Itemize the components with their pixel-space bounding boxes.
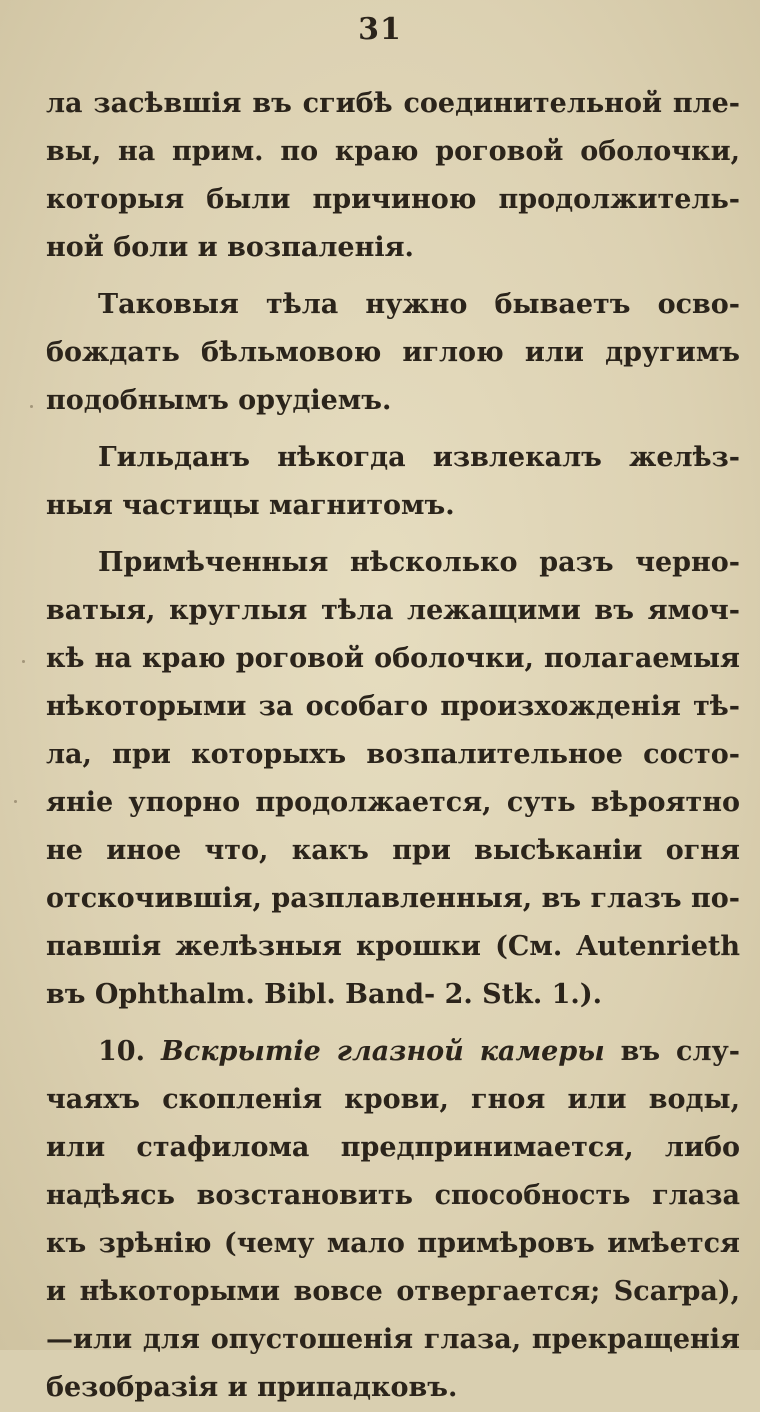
paragraph-3 [46, 434, 740, 530]
text-line: ла, при которыхъ возпалительное состо- [46, 739, 740, 770]
text-line: Таковыя тѣла нужно бываетъ осво- [98, 289, 740, 320]
text-line: подобнымъ орудіемъ. [46, 385, 392, 416]
text-line: Примѣченныя нѣсколько разъ черно- [98, 547, 740, 578]
text-line: безобразія и припадковъ. [46, 1372, 458, 1403]
text-line: чаяхъ скопленія крови, гноя или воды, [46, 1084, 740, 1115]
section-title: Вскрытіе глазной камеры [160, 1036, 605, 1067]
text-line: которыя были причиною продолжитель- [46, 184, 740, 215]
text-line: —или для опустошенія глаза, прекращенія [46, 1324, 740, 1355]
page-text [46, 80, 740, 1412]
paragraph-1 [46, 80, 740, 272]
text-line: или стафилома предпринимается, либо [46, 1132, 740, 1163]
paragraph-2 [46, 281, 740, 425]
section-lead-rest: въ слу- [604, 1036, 741, 1067]
paragraph-4 [46, 539, 740, 1019]
text-line: и нѣкоторыми вовсе отвергается; Scarpa), [46, 1276, 740, 1307]
text-line: ныя частицы магнитомъ. [46, 490, 455, 521]
text-line: бождать бѣльмовою иглою или другимъ [46, 337, 740, 368]
text-line: къ зрѣнію (чему мало примѣровъ имѣется [46, 1228, 740, 1259]
paper-speck [22, 660, 25, 663]
paper-speck [14, 800, 17, 803]
text-line: въ Ophthalm. Bibl. Band- 2. Stk. 1.). [46, 979, 602, 1010]
text-line: кѣ на краю роговой оболочки, полагаемыя [46, 643, 740, 674]
text-line: Гильданъ нѣкогда извлекалъ желѣз- [98, 442, 740, 473]
text-line: надѣясь возстановить способность глаза [46, 1180, 740, 1211]
text-line: отскочившія, разплавленныя, въ глазъ по- [46, 883, 740, 914]
text-line: нѣкоторыми за особаго произхожденія тѣ- [46, 691, 740, 722]
text-line: павшія желѣзныя крошки (См. Autenrieth [46, 931, 740, 962]
text-line: ла засѣвшія въ сгибѣ соединительной пле- [46, 88, 740, 119]
page-number: 31 [358, 12, 402, 47]
text-line: ной боли и возпаленія. [46, 232, 414, 263]
section-number: 10. [98, 1036, 145, 1067]
paper-speck [30, 405, 33, 408]
section-lead-line [46, 1028, 740, 1076]
paragraph-5 [46, 1028, 740, 1412]
text-line: яніе упорно продолжается, суть вѣроятно [46, 787, 740, 818]
text-line: не иное что, какъ при высѣканіи огня [46, 835, 740, 866]
text-line: вы, на прим. по краю роговой оболочки, [46, 136, 740, 167]
text-line: ватыя, круглыя тѣла лежащими въ ямоч- [46, 595, 740, 626]
